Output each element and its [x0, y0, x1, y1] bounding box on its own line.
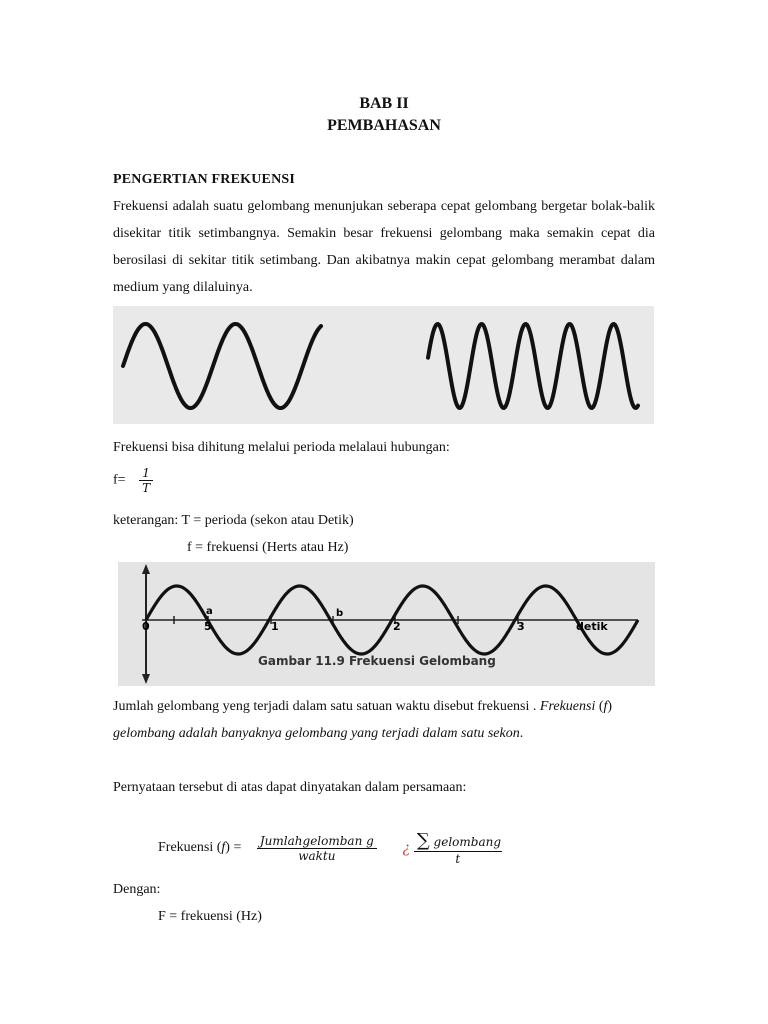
jumlah-paragraph: [113, 693, 655, 747]
formula2-lhs-a: Frekuensi (: [158, 840, 222, 855]
wave-comparison-svg: [113, 306, 654, 424]
intro-paragraph: Frekuensi adalah suatu gelombang menunjukan seberapa cepat gelombang bergetar bolak-balik disekitar titik setimbangnya. Semakin besar frekuensi gelombang maka semakin cepat dia berosilasi di sekitar titik setimbang. Dan akibatnya makin cepat gelombang merambat dalam medium yang dilaluinya.: [113, 199, 655, 295]
tick-label-3: 3: [517, 620, 525, 633]
formula2-frac2-denominator: t: [414, 851, 502, 866]
frequency-wave-svg: [118, 562, 655, 686]
y-axis-arrow-down: [142, 674, 150, 684]
tick-label-0: 0: [142, 620, 150, 633]
formula-frequency-period: [113, 466, 153, 495]
formula2-question-mark: ¿: [402, 839, 411, 856]
jumlah-italic-definition: gelombang adalah banyaknya gelombang yang terjadi dalam satu sekon: [113, 726, 520, 741]
jumlah-italic-f: f: [603, 699, 608, 714]
formula2-lhs: [158, 840, 241, 855]
dengan-label: Dengan:: [113, 882, 161, 897]
figure-caption: Gambar 11.9 Frekuensi Gelombang: [258, 654, 496, 668]
jumlah-period: .: [519, 726, 524, 741]
y-axis-arrow-up: [142, 564, 150, 574]
tick-label-half: 5: [204, 620, 212, 633]
formula2-lhs-f: f: [221, 840, 226, 855]
wave-comparison-figure: [113, 306, 654, 424]
tick-label-2: 2: [393, 620, 401, 633]
formula1-numerator: 1: [142, 466, 150, 480]
formula2-frac1-numerator: Jumlahgelomban g: [259, 833, 374, 848]
jumlah-normal-text: Jumlah gelombang yeng terjadi dalam satu satuan waktu disebut frekuensi .: [113, 699, 540, 714]
pernyataan-text: Pernyataan tersebut di atas dapat dinyatakan dalam persamaan:: [113, 780, 467, 795]
hitung-text: Frekuensi bisa dihitung melalui perioda melalaui hubungan:: [113, 440, 450, 455]
point-label-b: b: [336, 608, 344, 619]
formula2-frac2-numerator: [414, 830, 502, 851]
section-heading: PENGERTIAN FREKUENSI: [113, 172, 296, 187]
point-label-a: a: [206, 606, 213, 617]
formula1-fraction: [139, 466, 153, 495]
frequency-wave-figure: [118, 562, 655, 686]
jumlah-italic-frekuensi: Frekuensi: [539, 699, 596, 714]
high-frequency-wave: [428, 324, 638, 408]
jumlah-paren-close: ): [607, 699, 613, 714]
jumlah-paren-open: (: [595, 699, 604, 714]
low-frequency-wave: [123, 324, 321, 408]
formula2-frac2-num-text: gelombang: [433, 835, 502, 849]
formula2-lhs-b: ) =: [225, 840, 242, 855]
tick-label-detik: detik: [576, 620, 608, 633]
definition-line: F = frekuensi (Hz): [158, 909, 262, 924]
tick-label-1: 1: [271, 620, 279, 633]
formula-frequency-count: [158, 830, 502, 866]
formula2-frac1-denominator: waktu: [257, 848, 377, 863]
keterangan-line1: keterangan: T = perioda (sekon atau Detik): [113, 513, 354, 528]
chapter-title: BAB II: [359, 95, 409, 112]
formula1-denominator: T: [139, 480, 153, 495]
sigma-symbol: ∑: [416, 830, 430, 851]
formula2-fraction1: [257, 834, 377, 863]
keterangan-line2: f = frekuensi (Herts atau Hz): [187, 540, 349, 555]
formula2-fraction2: [414, 830, 502, 866]
chapter-subtitle: PEMBAHASAN: [327, 117, 441, 134]
formula1-lhs: f=: [113, 472, 126, 488]
